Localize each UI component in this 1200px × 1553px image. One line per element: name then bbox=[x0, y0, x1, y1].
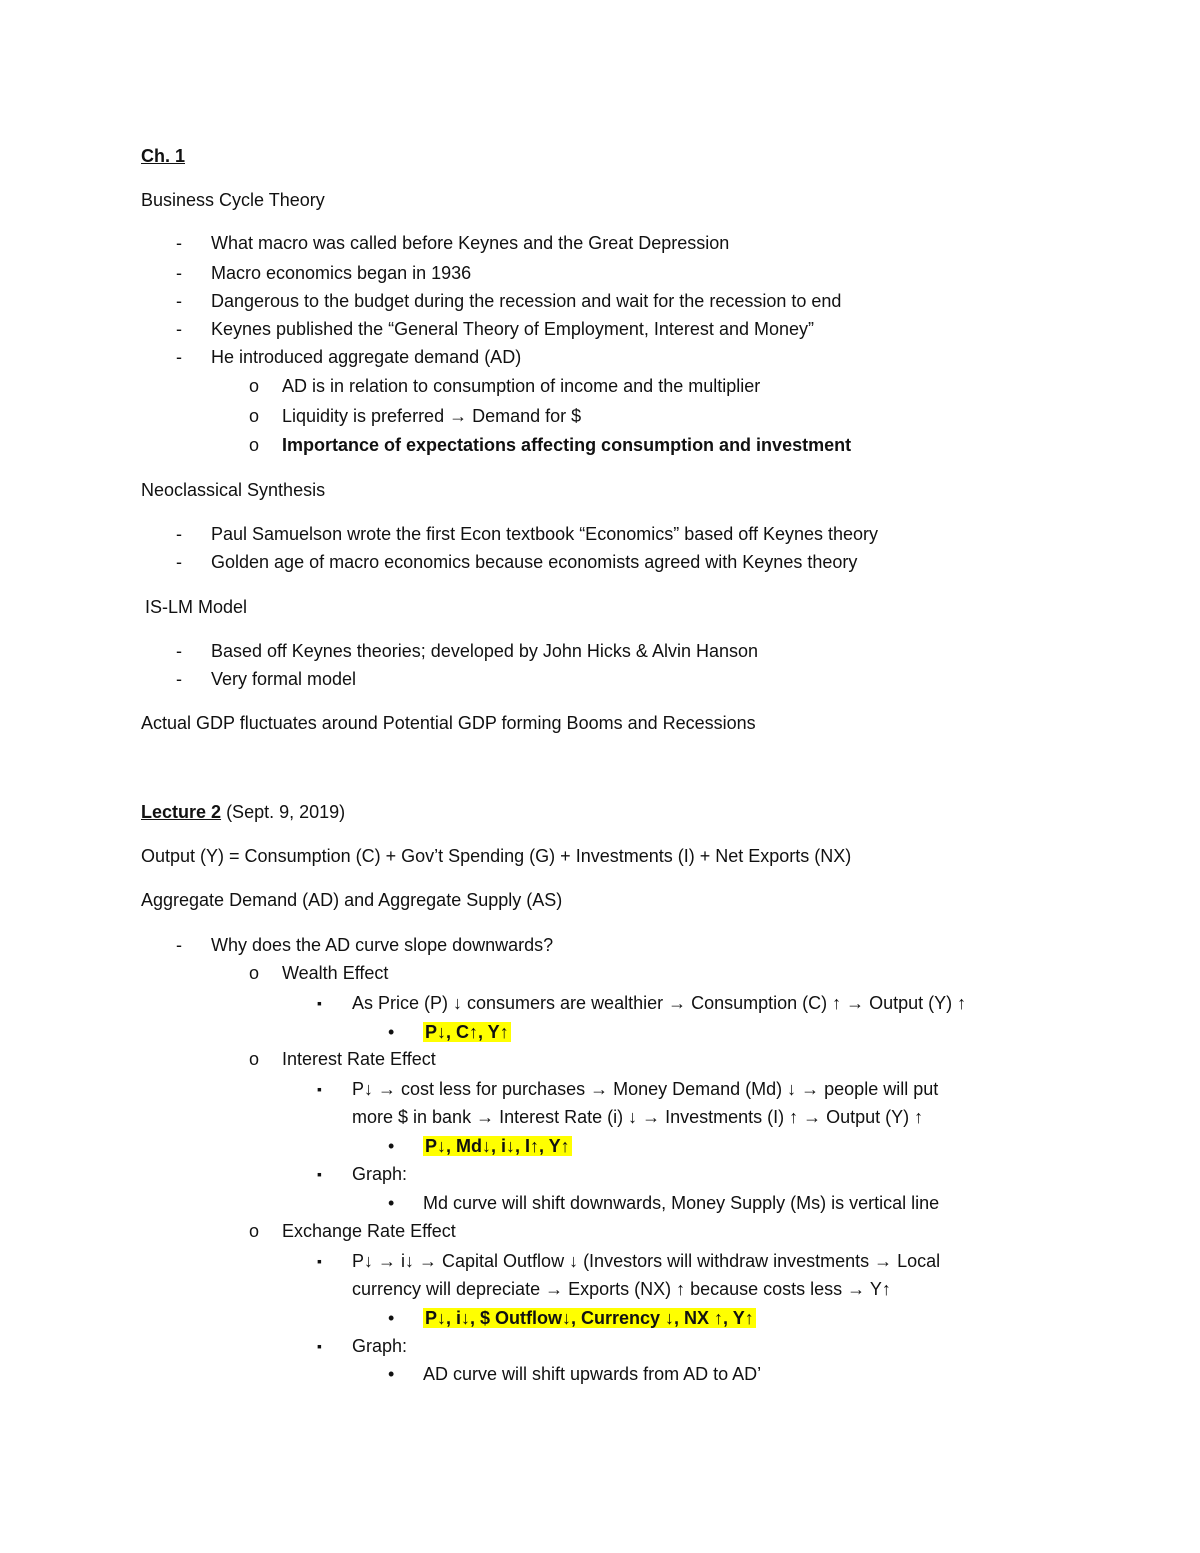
gdp-statement: Actual GDP fluctuates around Potential GDP forming Booms and Recessions bbox=[141, 713, 756, 733]
circle-marker: o bbox=[249, 376, 260, 396]
square-marker: ▪ bbox=[317, 1253, 322, 1269]
dot-marker: • bbox=[388, 1022, 395, 1042]
circle-marker: o bbox=[249, 1221, 260, 1241]
dash-marker: - bbox=[176, 669, 182, 689]
dash-marker: - bbox=[176, 263, 182, 283]
chapter-heading: Ch. 1 bbox=[141, 146, 186, 166]
circle-marker: o bbox=[249, 406, 260, 426]
dash-marker: - bbox=[176, 552, 182, 572]
dash-marker: - bbox=[176, 319, 182, 339]
sub-list-item: Liquidity is preferred → Demand for $ bbox=[282, 406, 582, 426]
effect-point: As Price (P) ↓ consumers are wealthier → Consumption (C) ↑ → Output (Y) ↑ bbox=[352, 993, 967, 1013]
effect-point-line1: P↓ → cost less for purchases → Money Demand (Md) ↓ → people will put bbox=[352, 1079, 939, 1099]
square-marker: ▪ bbox=[317, 1166, 322, 1182]
graph-label: Graph: bbox=[352, 1336, 408, 1356]
square-marker: ▪ bbox=[317, 1338, 322, 1354]
highlighted-summary bbox=[423, 1020, 511, 1044]
effect-point-line2: more $ in bank → Interest Rate (i) ↓ → Investments (I) ↑ → Output (Y) ↑ bbox=[352, 1107, 924, 1127]
dash-marker: - bbox=[176, 233, 182, 253]
circle-marker: o bbox=[249, 963, 260, 983]
effect-point-line2: currency will depreciate → Exports (NX) ↑ because costs less → Y↑ bbox=[352, 1279, 891, 1299]
summary-text: P↓, i↓, $ Outflow↓, Currency ↓, NX ↑, Y↑ bbox=[425, 1308, 754, 1328]
sub-list-item-bold: Importance of expectations affecting consumption and investment bbox=[282, 435, 852, 455]
summary-text: P↓, C↑, Y↑ bbox=[425, 1022, 509, 1042]
graph-note: Md curve will shift downwards, Money Supply (Ms) is vertical line bbox=[423, 1193, 940, 1213]
output-equation: Output (Y) = Consumption (C) + Gov’t Spending (G) + Investments (I) + Net Exports (NX) bbox=[141, 846, 852, 866]
square-marker: ▪ bbox=[317, 1081, 322, 1097]
dash-marker: - bbox=[176, 935, 182, 955]
highlighted-summary bbox=[423, 1306, 756, 1330]
list-item: He introduced aggregate demand (AD) bbox=[211, 347, 522, 367]
dash-marker: - bbox=[176, 347, 182, 367]
section-title-islm: IS-LM Model bbox=[145, 597, 248, 617]
list-item: Paul Samuelson wrote the first Econ textbook “Economics” based off Keynes theory bbox=[211, 524, 879, 544]
list-item: Based off Keynes theories; developed by John Hicks & Alvin Hanson bbox=[211, 641, 758, 661]
lecture-title: Lecture 2 bbox=[141, 802, 222, 822]
graph-note: AD curve will shift upwards from AD to AD’ bbox=[423, 1364, 762, 1384]
sub-list-item: AD is in relation to consumption of income and the multiplier bbox=[282, 376, 761, 396]
effect-title-interest: Interest Rate Effect bbox=[282, 1049, 436, 1069]
dash-marker: - bbox=[176, 291, 182, 311]
dot-marker: • bbox=[388, 1193, 395, 1213]
square-marker: ▪ bbox=[317, 995, 322, 1011]
list-item: Golden age of macro economics because economists agreed with Keynes theory bbox=[211, 552, 858, 572]
dash-marker: - bbox=[176, 641, 182, 661]
highlighted-summary bbox=[423, 1134, 572, 1158]
ad-as-title: Aggregate Demand (AD) and Aggregate Supply (AS) bbox=[141, 890, 563, 910]
dot-marker: • bbox=[388, 1364, 395, 1384]
dot-marker: • bbox=[388, 1136, 395, 1156]
list-item: What macro was called before Keynes and the Great Depression bbox=[211, 233, 730, 253]
effect-point-line1: P↓ → i↓ → Capital Outflow ↓ (Investors will withdraw investments → Local bbox=[352, 1251, 941, 1271]
section-title-business-cycle: Business Cycle Theory bbox=[141, 190, 325, 210]
dot-marker: • bbox=[388, 1308, 395, 1328]
list-item: Dangerous to the budget during the recession and wait for the recession to end bbox=[211, 291, 842, 311]
effect-title-wealth: Wealth Effect bbox=[282, 963, 389, 983]
lecture-date: (Sept. 9, 2019) bbox=[226, 802, 346, 822]
list-item: Very formal model bbox=[211, 669, 357, 689]
list-item: Macro economics began in 1936 bbox=[211, 263, 472, 283]
dash-marker: - bbox=[176, 524, 182, 544]
circle-marker: o bbox=[249, 1049, 260, 1069]
section-title-neoclassical: Neoclassical Synthesis bbox=[141, 480, 326, 500]
list-item: Why does the AD curve slope downwards? bbox=[211, 935, 554, 955]
graph-label: Graph: bbox=[352, 1164, 408, 1184]
circle-marker: o bbox=[249, 435, 260, 455]
summary-text: P↓, Md↓, i↓, I↑, Y↑ bbox=[425, 1136, 570, 1156]
effect-title-exchange: Exchange Rate Effect bbox=[282, 1221, 456, 1241]
lecture-heading bbox=[141, 800, 345, 824]
list-item: Keynes published the “General Theory of Employment, Interest and Money” bbox=[211, 319, 814, 339]
